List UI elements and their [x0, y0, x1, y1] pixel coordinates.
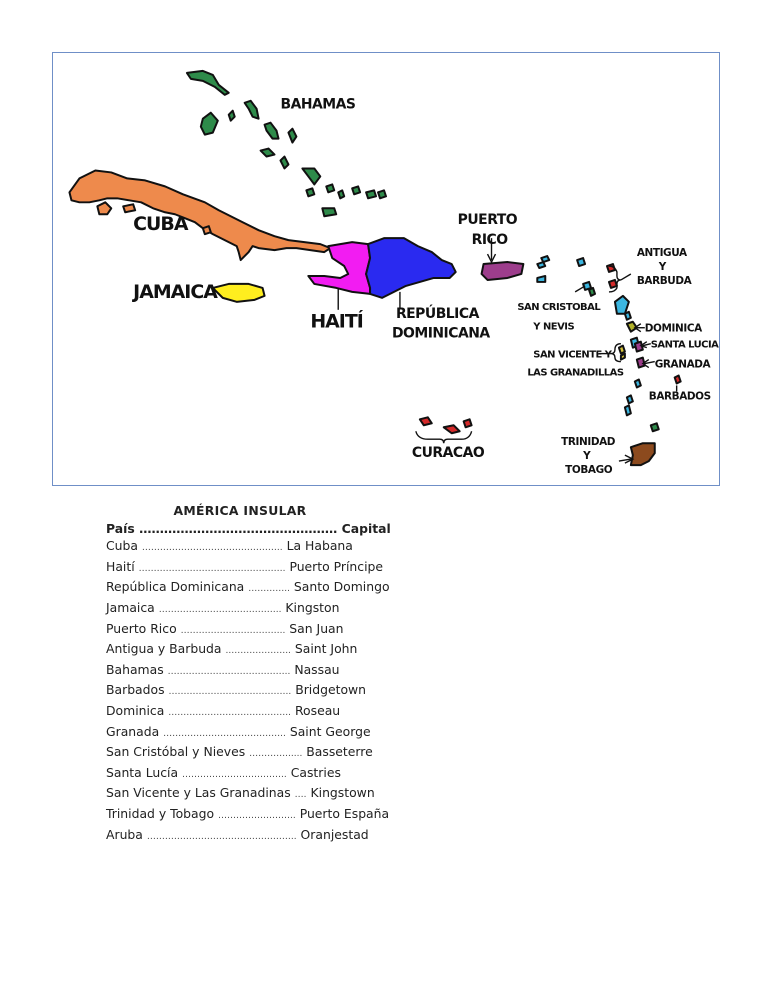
bahamas-island [378, 190, 386, 198]
leader-dots: ………….. [248, 584, 290, 595]
country-capital-list [106, 502, 406, 846]
cuba-cay [203, 226, 211, 234]
header-dots: ………………………………………… [139, 520, 338, 536]
capital-name: Roseau [294, 702, 341, 718]
list-title: AMÉRICA INSULAR [173, 503, 307, 518]
small-island [537, 276, 545, 282]
leader-dots: …………………………………………. [138, 563, 286, 574]
map-svg [53, 53, 719, 485]
capital-name: San Juan [289, 620, 344, 636]
list-item [106, 620, 406, 641]
label-haiti: HAITÍ [310, 310, 363, 333]
bahamas-island [265, 123, 279, 139]
country-name: Barbados [106, 682, 165, 698]
country-name: San Cristóbal y Nieves [106, 744, 246, 760]
leader-dots: ………………………………….. [167, 666, 291, 677]
country-name: Santa Lucía [106, 764, 179, 780]
granadinas [621, 354, 625, 360]
bonaire-island [464, 419, 472, 427]
small-island [625, 405, 631, 415]
bahamas-island [326, 184, 334, 192]
capital-name: Puerto Príncipe [289, 558, 384, 574]
header-country: País [106, 520, 135, 536]
label-barbados: BARBADOS [648, 390, 711, 403]
bahamas-island [322, 208, 336, 216]
list-item [106, 702, 406, 723]
aruba-island [420, 417, 432, 425]
label-bahamas: BAHAMAS [280, 96, 356, 113]
caribbean-map [52, 52, 720, 486]
capital-name: Basseterre [306, 744, 373, 760]
trinidad-island [631, 443, 655, 465]
capital-name: Santo Domingo [293, 579, 390, 595]
list-item [106, 723, 406, 744]
list-item [106, 537, 406, 558]
guadeloupe-island [615, 296, 629, 314]
bahamas-island [261, 149, 275, 157]
label-antigua-1: ANTIGUA [636, 247, 687, 260]
bahamas-island [302, 168, 320, 184]
label-san-cristobal-2: Y NEVIS [533, 321, 575, 333]
label-curacao: CURACAO [411, 445, 485, 462]
capital-name: Puerto España [299, 805, 390, 821]
label-dominica: DOMINICA [644, 322, 702, 335]
leader-dots: …………………………….. [180, 625, 286, 636]
label-jamaica: JAMAICA [133, 280, 217, 303]
label-trinidad-3: TOBAGO [565, 464, 613, 477]
label-granada: GRANADA [654, 358, 711, 371]
country-name: Aruba [106, 826, 143, 842]
bahamas-islands [187, 71, 386, 216]
bahamas-island [280, 157, 288, 169]
leader-dots: …………………….. [218, 810, 296, 821]
label-san-vicente-1: SAN VICENTE Y [533, 349, 612, 361]
label-puerto-rico-1: PUERTO [457, 212, 518, 229]
rep-dominicana-territory [366, 238, 456, 298]
label-trinidad-1: TRINIDAD [561, 436, 616, 449]
bahamas-island [366, 190, 376, 198]
leader-dots: …………………………….. [182, 769, 287, 780]
bahamas-island [245, 101, 259, 119]
leader-dots: …. [294, 790, 307, 801]
bahamas-island [229, 111, 235, 121]
leader-dots: …………...... [249, 749, 303, 760]
list-rows [106, 537, 406, 846]
bahamas-island [338, 190, 344, 198]
small-island [627, 395, 633, 403]
country-name: Haití [106, 558, 135, 574]
capital-name: Kingstown [310, 785, 375, 801]
label-santa-lucia: SANTA LUCIA [650, 339, 719, 351]
tobago-island [651, 423, 659, 431]
capital-name: Oranjestad [300, 826, 369, 842]
list-item [106, 681, 406, 702]
virgin-islands [541, 256, 549, 262]
label-san-vicente-2: LAS GRANADILLAS [527, 367, 624, 379]
leader-dots: ……………………………………….. [141, 543, 283, 554]
antigua-arrow [621, 274, 631, 280]
country-name: Dominica [106, 702, 165, 718]
leader-dots: ………………………………….. [168, 687, 292, 698]
capital-name: Saint George [289, 723, 371, 739]
list-item [106, 599, 406, 620]
list-item [106, 826, 406, 847]
jamaica-island [213, 284, 265, 302]
list-item [106, 805, 406, 826]
list-item [106, 558, 406, 579]
list-header [106, 520, 406, 538]
bahamas-island [306, 188, 314, 196]
country-name: Bahamas [106, 661, 164, 677]
country-name: Granada [106, 723, 160, 739]
capital-name: La Habana [286, 538, 353, 554]
capital-name: Kingston [285, 599, 340, 615]
capital-name: Nassau [294, 661, 340, 677]
small-island [625, 312, 631, 320]
small-island [635, 379, 641, 387]
capital-name: Bridgetown [295, 682, 367, 698]
cuba-cay [123, 204, 135, 212]
capital-name: Saint John [294, 641, 358, 657]
curacao-island [444, 425, 460, 433]
label-rep-dom-2: DOMINICANA [391, 325, 490, 342]
list-item [106, 578, 406, 599]
san-vicente-island [619, 346, 625, 354]
leader-dots: ………………………………………….. [146, 831, 297, 842]
anguilla-island [577, 258, 585, 266]
country-name: Cuba [106, 538, 138, 554]
label-rep-dom-1: REPÚBLICA [395, 305, 479, 322]
label-puerto-rico-2: RICO [471, 232, 508, 249]
barbuda-island [609, 280, 617, 288]
virgin-islands [537, 262, 545, 268]
capital-name: Castries [290, 764, 341, 780]
header-capital: Capital [341, 520, 391, 536]
puerto-rico-island [482, 262, 524, 280]
curacao-bracket [416, 431, 472, 443]
cuba-island [69, 170, 330, 260]
label-antigua-2: Y [658, 260, 666, 273]
list-item [106, 743, 406, 764]
barbados-island [675, 376, 681, 384]
country-name: Puerto Rico [106, 620, 177, 636]
leader-dots: ..……………….. [225, 646, 291, 657]
leader-dots: ………………………………….. [163, 728, 286, 739]
country-name: San Vicente y Las Granadinas [106, 785, 291, 801]
bahamas-island [201, 113, 218, 135]
label-antigua-3: BARBUDA [636, 274, 692, 287]
nevis-island [589, 288, 595, 296]
country-name: Jamaica [106, 599, 155, 615]
isla-juventud [97, 202, 111, 214]
country-name: República Dominicana [106, 579, 245, 595]
label-trinidad-2: Y [583, 450, 591, 463]
list-item [106, 661, 406, 682]
bahamas-island [187, 71, 229, 95]
country-name: Trinidad y Tobago [106, 805, 215, 821]
bahamas-island [352, 186, 360, 194]
list-item [106, 784, 406, 805]
country-name: Antigua y Barbuda [106, 641, 222, 657]
list-item [106, 764, 406, 785]
san-cristobal-leader [575, 286, 585, 292]
list-item [106, 640, 406, 661]
leader-dots: ………………………………….. [168, 707, 292, 718]
leader-dots: ………………………………….. [158, 604, 282, 615]
bahamas-island [288, 129, 296, 143]
label-cuba: CUBA [133, 213, 188, 236]
label-san-cristobal-1: SAN CRISTOBAL [517, 301, 601, 313]
